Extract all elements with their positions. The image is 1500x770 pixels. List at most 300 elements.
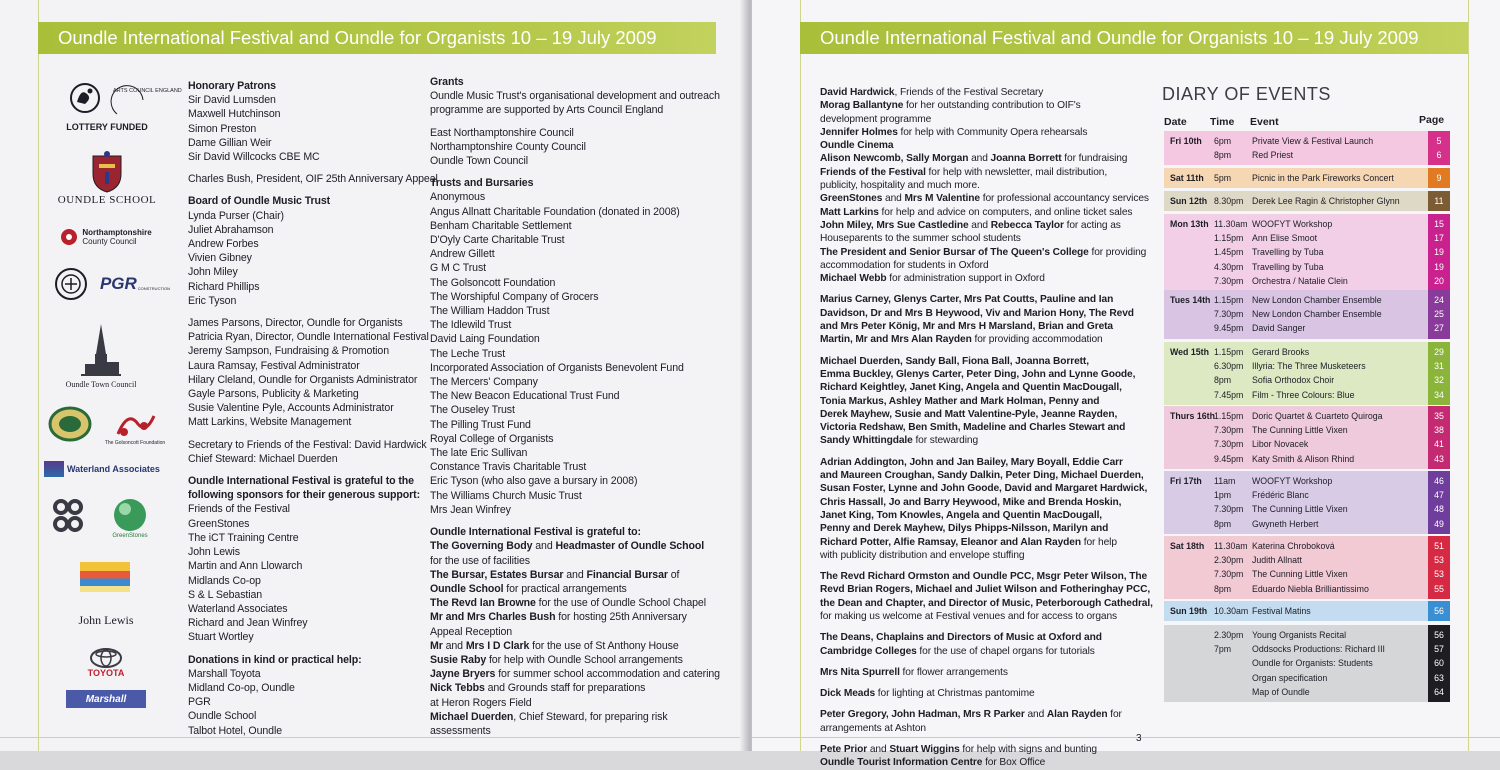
- text-line: [820, 333, 1150, 346]
- text-segment: and: [867, 744, 890, 756]
- text-line: Hilary Cleland, Oundle for Organists Administrator: [188, 373, 418, 386]
- diary-time: 6.30pm: [1214, 361, 1244, 372]
- diary-header-date: Date: [1164, 116, 1187, 128]
- diary-event: Picnic in the Park Fireworks Concert: [1252, 173, 1394, 183]
- golsoncott-logo: [100, 404, 170, 450]
- diary-time: 1.45pm: [1214, 247, 1244, 258]
- text-segment: Martin, Mr and Mrs Alan Rayden: [820, 334, 972, 346]
- waterland-logo: [44, 458, 160, 480]
- diary-event: Red Priest: [1252, 150, 1294, 161]
- diary-page-number: 51: [1434, 541, 1444, 551]
- text-line: for the use of facilities: [430, 554, 530, 567]
- text-line: David Laing Foundation: [430, 333, 540, 346]
- spacer: [430, 168, 720, 176]
- text-line: [820, 99, 1150, 112]
- diary-page-number: 55: [1434, 583, 1444, 594]
- diary-page-number: 34: [1434, 389, 1444, 400]
- text-line: Adrian Addington, John and Jan Bailey, Mary Boyall, Eddie Carr: [820, 456, 1123, 468]
- text-segment: Stuart Wiggins: [889, 744, 960, 756]
- text-segment: for fundraising: [1061, 153, 1128, 165]
- text-line: The iCT Training Centre: [188, 531, 299, 544]
- lottery-arts-council-logo: [62, 78, 182, 134]
- rings-icon: [52, 498, 84, 534]
- diary-event: Gerard Brooks: [1252, 347, 1310, 357]
- diary-time: 5pm: [1214, 173, 1232, 183]
- text-line: [820, 645, 1150, 658]
- text-line: Richard and Jean Winfrey: [188, 617, 308, 630]
- text-segment: for her outstanding contribution to OIF's: [903, 100, 1081, 112]
- text-segment: GreenStones: [820, 193, 883, 205]
- text-line: assessments: [430, 724, 491, 737]
- guide-line: [1468, 0, 1469, 751]
- text-segment: Friends of the Festival: [820, 166, 926, 178]
- diary-event: WOOFYT Workshop: [1252, 476, 1333, 486]
- text-segment: The Governing Body: [430, 540, 533, 553]
- ict-logo: [48, 496, 88, 536]
- text-line: The Idlewild Trust: [430, 319, 512, 332]
- spacer: [430, 517, 720, 525]
- text-line: The Worshipful Company of Grocers: [430, 290, 599, 303]
- text-line: Honorary Patrons: [188, 80, 276, 92]
- text-segment: and: [442, 639, 466, 652]
- diary-page-number: 64: [1434, 686, 1444, 697]
- right-page: [752, 0, 1500, 769]
- text-segment: Alan Rayden: [1046, 709, 1108, 721]
- diary-event: Gwyneth Herbert: [1252, 518, 1319, 529]
- text-segment: Oundle School: [430, 582, 504, 595]
- text-line: [820, 206, 1150, 219]
- diary-page-number: 19: [1434, 247, 1444, 258]
- diary-day-block: [1164, 191, 1444, 211]
- spacer: [820, 285, 1150, 293]
- text-line: publicity, hospitality and much more.: [820, 180, 980, 192]
- text-line: [820, 536, 1150, 549]
- text-segment: for summer school accommodation and catering: [495, 668, 720, 681]
- text-segment: for help: [1080, 536, 1117, 548]
- diary-time: 7pm: [1214, 644, 1232, 655]
- text-line: Susie Valentine Pyle, Accounts Administrator: [188, 402, 394, 415]
- spacer: [820, 623, 1150, 631]
- text-line: arrangements at Ashton: [820, 722, 926, 734]
- text-segment: and: [882, 193, 905, 205]
- diary-time: 1pm: [1214, 490, 1232, 501]
- text-line: [430, 568, 720, 582]
- text-segment: Susie Raby: [430, 653, 487, 666]
- text-line: Chris Hassall, Jo and Barry Heywood, Mike and Brenda Hoskin,: [820, 496, 1122, 508]
- diary-event: Festival Matins: [1252, 606, 1311, 616]
- diary-day-block: [1164, 625, 1444, 702]
- diary-time: 7.30pm: [1214, 425, 1244, 436]
- right-header-band: [800, 22, 1468, 54]
- thanks-column: [820, 86, 1153, 770]
- text-line: the Dean and Chapter, and Director of Music, Peterborough Cathedral,: [820, 597, 1153, 609]
- text-line: Davidson, Dr and Mrs B Heywood, Viv and Marion Hony, The Revd: [820, 307, 1134, 319]
- text-line: Oundle Town Council: [430, 155, 529, 168]
- diary-page-number: 6: [1436, 150, 1442, 161]
- diary-date: Fri 17th: [1170, 476, 1202, 486]
- diary-page-number: 47: [1434, 490, 1444, 501]
- text-line: The late Eric Sullivan: [430, 447, 528, 460]
- diary-time: 10.30am: [1214, 606, 1249, 616]
- grants-column: [430, 75, 720, 738]
- diary-page-number: 63: [1434, 672, 1444, 683]
- text-line: G M C Trust: [430, 262, 486, 275]
- text-line: Trusts and Bursaries: [430, 177, 534, 190]
- diary-event: Orchestra / Natalie Clein: [1252, 275, 1348, 286]
- diary-event: The Cunning Little Vixen: [1252, 569, 1348, 580]
- guide-line: [38, 0, 39, 751]
- text-line: [820, 743, 1150, 756]
- text-line: Emma Buckley, Glenys Carter, Peter Ding, John and Lynne Goode,: [820, 368, 1136, 380]
- text-segment: Michael Webb: [820, 273, 887, 285]
- text-line: Laura Ramsay, Festival Administrator: [188, 359, 360, 372]
- spacer: [430, 118, 720, 126]
- greenstones-logo: [104, 494, 156, 542]
- crest-icon: [87, 150, 127, 194]
- diary-header-event: Event: [1250, 116, 1279, 128]
- text-line: Talbot Hotel, Oundle: [188, 724, 282, 737]
- text-segment: Oundle Tourist Information Centre: [820, 757, 983, 769]
- text-segment: for the use of chapel organs for tutorials: [916, 645, 1095, 657]
- text-segment: Mrs Nita Spurrell: [820, 666, 900, 678]
- diary-page-number: 38: [1434, 425, 1444, 436]
- diary-day-block: [1164, 406, 1444, 469]
- diary-page-number: 41: [1434, 439, 1444, 450]
- text-segment: Cambridge Colleges: [820, 645, 917, 657]
- diary-time: 7.45pm: [1214, 389, 1244, 400]
- diary-event: Young Organists Recital: [1252, 630, 1347, 640]
- marshall-text: Marshall: [85, 693, 127, 705]
- text-line: at Heron Rogers Field: [430, 696, 532, 709]
- diary-time: 8pm: [1214, 518, 1232, 529]
- text-line: [820, 756, 1150, 769]
- diary-event: Oundle for Organists: Students: [1252, 658, 1373, 669]
- diary-time: 8pm: [1214, 375, 1232, 386]
- toyota-logo: [74, 644, 138, 682]
- spacer: [820, 347, 1150, 355]
- text-segment: Pete Prior: [820, 744, 868, 756]
- text-line: James Parsons, Director, Oundle for Organists: [188, 317, 403, 330]
- diary-event: Illyria: The Three Musketeers: [1252, 361, 1366, 372]
- diary-time: 9.45pm: [1214, 453, 1244, 464]
- text-line: [820, 246, 1150, 259]
- spacer: [820, 679, 1150, 687]
- text-line: Oundle School: [188, 710, 257, 723]
- diary-page-number: 60: [1434, 658, 1444, 669]
- text-line: [820, 86, 1150, 99]
- diary-time: 9.45pm: [1214, 323, 1244, 334]
- text-segment: for help with newsletter, mail distribution,: [925, 166, 1108, 178]
- diary-date: Sun 12th: [1170, 196, 1208, 206]
- text-line: Patricia Ryan, Director, Oundle International Festival: [188, 331, 429, 344]
- text-line: Oundle International Festival is grateful to the: [188, 475, 414, 488]
- text-line: John Lewis: [188, 546, 240, 559]
- diary-header-time: Time: [1210, 116, 1235, 128]
- diary-event: Travelling by Tuba: [1252, 261, 1324, 272]
- spacer: [188, 308, 428, 316]
- page-number: 3: [1136, 733, 1142, 744]
- text-line: Houseparents to the summer school students: [820, 233, 1021, 245]
- diary-page-number: 53: [1434, 555, 1444, 566]
- diary-event: Derek Lee Ragin & Christopher Glynn: [1252, 196, 1400, 206]
- diary-event: Libor Novacek: [1252, 439, 1309, 450]
- diary-day-block: [1164, 471, 1444, 534]
- text-line: S & L Sebastian: [188, 588, 263, 601]
- diary-time: 2.30pm: [1214, 555, 1244, 566]
- text-line: Royal College of Organists: [430, 432, 554, 445]
- diary-page-number: 15: [1434, 219, 1444, 229]
- diary-event: Film - Three Colours: Blue: [1252, 389, 1355, 400]
- diary-time: 7.30pm: [1214, 439, 1244, 450]
- diary-time: 8pm: [1214, 150, 1232, 161]
- diary-date: Thurs 16th: [1170, 411, 1215, 421]
- text-line: The Revd Richard Ormston and Oundle PCC, Msgr Peter Wilson, The: [820, 571, 1148, 583]
- diary-page-number: 24: [1434, 295, 1444, 305]
- text-line: Charles Bush, President, OIF 25th Anniversary Appeal: [188, 173, 438, 186]
- diary-time: 7.30pm: [1214, 504, 1244, 515]
- text-segment: Peter Gregory, John Hadman, Mrs R Parker: [820, 709, 1025, 721]
- text-segment: for Box Office: [982, 757, 1046, 769]
- text-line: Michael Duerden, Sandy Ball, Fiona Ball, Joanna Borrett,: [820, 355, 1089, 367]
- text-line: Incorporated Association of Organists Benevolent Fund: [430, 361, 684, 374]
- diary-time: 8.30pm: [1214, 196, 1244, 206]
- text-line: [820, 219, 1150, 232]
- text-line: [430, 610, 720, 624]
- text-segment: Rebecca Taylor: [990, 219, 1064, 231]
- text-segment: and: [1024, 709, 1047, 721]
- arts-council-text: ARTS COUNCIL ENGLAND: [113, 88, 182, 94]
- header-title: Oundle International Festival and Oundle for Organists 10 – 19 July 2009: [58, 27, 657, 48]
- text-line: and Mrs Peter König, Mr and Mrs H Marsland, Brian and Greta: [820, 321, 1113, 333]
- text-segment: John Miley, Mrs Sue Castledine: [820, 219, 969, 231]
- diary-day-block: [1164, 601, 1444, 621]
- text-line: Tonia Markus, Ashley Mather and Mark Holman, Penny and: [820, 395, 1100, 407]
- diary-page-number: 56: [1434, 606, 1444, 616]
- text-line: Andrew Gillett: [430, 248, 495, 261]
- text-segment: for the use of Oundle School Chapel: [535, 597, 706, 610]
- diary-page-number: 32: [1434, 375, 1444, 386]
- text-line: Richard Phillips: [188, 280, 260, 293]
- text-line: [820, 192, 1150, 205]
- spacer: [188, 186, 428, 194]
- text-segment: and: [968, 153, 991, 165]
- text-line: Derek Mayhew, Susie and Matt Valentine-Pyle, Jeanne Rayden,: [820, 408, 1118, 420]
- text-line: Eric Tyson (who also gave a bursary in 2008): [430, 475, 638, 488]
- text-line: Oundle Music Trust's organisational development and outreach: [430, 90, 720, 103]
- marshall-logo: [66, 690, 146, 708]
- diary-time: 7.30pm: [1214, 569, 1244, 580]
- text-segment: Jennifer Holmes: [820, 126, 898, 138]
- text-line: development programme: [820, 113, 932, 125]
- text-line: [430, 667, 720, 681]
- text-line: Susan Foster, Lynne and John Goode, David and Margaret Hardwick,: [820, 483, 1148, 495]
- text-line: The Ouseley Trust: [430, 404, 515, 417]
- text-line: Stuart Wortley: [188, 631, 254, 644]
- text-segment: for providing: [1088, 246, 1147, 258]
- text-segment: Mr and Mrs Charles Bush: [430, 611, 556, 624]
- text-line: Martin and Ann Llowarch: [188, 560, 303, 573]
- text-line: The William Haddon Trust: [430, 305, 550, 318]
- text-line: Grants: [430, 76, 464, 88]
- lottery-hand-icon: [65, 80, 182, 120]
- text-line: for making us welcome at Festival venues and for access to organs: [820, 610, 1118, 622]
- diary-event: Katy Smith & Alison Rhind: [1252, 453, 1355, 464]
- text-line: Lynda Purser (Chair): [188, 209, 284, 222]
- diary-event: The Cunning Little Vixen: [1252, 504, 1348, 515]
- text-segment: and Grounds staff for preparations: [484, 682, 646, 695]
- text-line: Benham Charitable Settlement: [430, 219, 572, 232]
- text-line: The Pilling Trust Fund: [430, 418, 531, 431]
- text-segment: Jayne Bryers: [430, 668, 496, 681]
- text-line: Juliet Abrahamson: [188, 223, 274, 236]
- diary-day-block: [1164, 290, 1444, 339]
- diary-event: David Sanger: [1252, 323, 1306, 334]
- colour-block-icon: [80, 562, 130, 592]
- left-page: [0, 0, 748, 751]
- diary-date: Fri 10th: [1170, 136, 1202, 146]
- diary-page-number: 5: [1436, 136, 1442, 146]
- text-segment: Headmaster of Oundle School: [555, 540, 705, 553]
- text-segment: Mrs I D Clark: [465, 639, 530, 652]
- diary-date: Sat 18th: [1170, 541, 1205, 551]
- text-segment: for stewarding: [912, 435, 979, 447]
- text-line: [430, 539, 720, 553]
- golsoncott-caption: The Golsoncott Foundation: [104, 440, 166, 446]
- diary-event: Map of Oundle: [1252, 686, 1310, 697]
- text-line: and Maureen Croughan, Sandy Dalkin, Peter Ding, Michael Duerden,: [820, 470, 1144, 482]
- toyota-emblem-icon: [90, 648, 122, 668]
- diary-date: Tues 14th: [1170, 295, 1211, 305]
- text-segment: and: [532, 540, 556, 553]
- spacer: [188, 430, 428, 438]
- text-line: Donations in kind or practical help:: [188, 653, 362, 666]
- music-note-icon: [114, 408, 156, 440]
- diary-page-number: 11: [1434, 196, 1444, 206]
- text-line: D'Oyly Carte Charitable Trust: [430, 234, 565, 247]
- diary-event: Ann Elise Smoot: [1252, 233, 1318, 244]
- colourful-logo: [78, 560, 132, 594]
- oundle-school-caption: OUNDLE SCHOOL: [57, 194, 157, 206]
- diary-event: WOOFYT Workshop: [1252, 219, 1333, 229]
- northants-line1: Northamptonshire: [82, 228, 152, 237]
- diary-date: Sat 11th: [1170, 173, 1204, 183]
- diary-page-number: 20: [1434, 275, 1444, 286]
- text-line: [430, 681, 720, 695]
- text-line: Maxwell Hutchinson: [188, 108, 281, 121]
- text-line: The Mercers' Company: [430, 376, 538, 389]
- diary-event: Oddsocks Productions: Richard III: [1252, 644, 1385, 655]
- text-line: Waterland Associates: [188, 602, 288, 615]
- text-line: Oundle Cinema: [820, 140, 894, 152]
- diary-page-number: 35: [1434, 411, 1444, 421]
- text-line: [820, 126, 1150, 139]
- text-segment: Morag Ballantyne: [820, 100, 904, 112]
- text-line: Marshall Toyota: [188, 667, 261, 680]
- diary-time: 7.30pm: [1214, 309, 1244, 320]
- text-line: The Leche Trust: [430, 347, 506, 360]
- text-segment: Nick Tebbs: [430, 682, 485, 695]
- greenstones-caption: GreenStones: [112, 533, 148, 539]
- diary-page-number: 53: [1434, 569, 1444, 580]
- text-line: [820, 152, 1150, 165]
- text-segment: for acting as: [1063, 219, 1121, 231]
- text-line: [820, 708, 1150, 721]
- text-line: [430, 582, 720, 596]
- oundle-school-logo: [57, 146, 157, 210]
- text-line: following sponsors for their generous support:: [188, 489, 420, 502]
- text-line: Marius Carney, Glenys Carter, Mrs Pat Coutts, Pauline and Ian: [820, 294, 1114, 306]
- text-segment: Sandy Whittingdale: [820, 435, 913, 447]
- round-emblem-icon: [48, 406, 92, 442]
- diary-day-block: [1164, 536, 1444, 599]
- diary-header-page: Page: [1419, 114, 1445, 126]
- text-line: [430, 653, 720, 667]
- text-line: PGR: [188, 696, 211, 709]
- diary-event: New London Chamber Ensemble: [1252, 309, 1382, 320]
- diary-day-block: [1164, 214, 1444, 291]
- text-line: The New Beacon Educational Trust Fund: [430, 390, 620, 403]
- diary-page-number: 48: [1434, 504, 1444, 515]
- text-line: East Northamptonshire Council: [430, 126, 574, 139]
- text-line: [820, 687, 1150, 700]
- left-header-band: [38, 22, 716, 54]
- text-segment: , Friends of the Festival Secretary: [894, 87, 1044, 98]
- pgr-text: PGR: [99, 274, 137, 293]
- text-segment: The President and Senior Bursar of The Queen's College: [820, 246, 1089, 258]
- waterland-text: Waterland Associates: [67, 464, 160, 474]
- text-line: Constance Travis Charitable Trust: [430, 461, 587, 474]
- text-segment: for administration support in Oxford: [886, 273, 1045, 285]
- diary-event: Sofia Orthodox Choir: [1252, 375, 1335, 386]
- diary-day-block: [1164, 168, 1442, 188]
- text-line: GreenStones: [188, 517, 250, 530]
- text-line: Simon Preston: [188, 122, 257, 135]
- shield-badge-icon: [54, 265, 88, 303]
- diary-time: 8pm: [1214, 583, 1232, 594]
- spacer: [188, 164, 428, 172]
- text-segment: and: [563, 568, 587, 581]
- diary-time: 4.30pm: [1214, 261, 1244, 272]
- text-line: Revd Brian Rogers, Michael and Juliet Wilson and Fotheringhay PCC,: [820, 584, 1151, 596]
- text-segment: Dick Meads: [820, 688, 876, 700]
- diary-day-block: [1164, 131, 1442, 165]
- diary-time: 7.30pm: [1214, 275, 1244, 286]
- header-title: Oundle International Festival and Oundle for Organists 10 – 19 July 2009: [820, 27, 1419, 48]
- text-line: Matt Larkins, Website Management: [188, 416, 352, 429]
- text-line: Mrs Jean Winfrey: [430, 503, 511, 516]
- text-line: [430, 639, 720, 653]
- text-segment: for help with signs and bunting: [959, 744, 1097, 756]
- diary-page-number: 43: [1434, 453, 1444, 464]
- diary-time: 1.15pm: [1214, 233, 1244, 244]
- text-line: [430, 710, 720, 724]
- text-segment: for help with Community Opera rehearsals: [897, 126, 1088, 138]
- northants-logo: [56, 222, 156, 252]
- text-line: Friends of the Festival: [188, 503, 290, 516]
- text-segment: Mrs M Valentine: [904, 193, 980, 205]
- diary-time: 1.15pm: [1214, 295, 1244, 305]
- diary-event: Private View & Festival Launch: [1252, 136, 1374, 146]
- diary-date: Wed 15th: [1170, 347, 1209, 357]
- text-segment: for flower arrangements: [899, 666, 1008, 678]
- text-segment: , Chief Steward, for preparing risk: [513, 710, 668, 723]
- text-line: Jeremy Sampson, Fundraising & Promotion: [188, 345, 390, 358]
- text-line: The Deans, Chaplains and Directors of Music at Oxford and: [820, 632, 1102, 644]
- john-lewis-text: John Lewis: [78, 612, 134, 627]
- text-line: Sir David Willcocks CBE MC: [188, 151, 320, 164]
- green-sphere-icon: [112, 497, 148, 533]
- text-line: Chief Steward: Michael Duerden: [188, 452, 338, 465]
